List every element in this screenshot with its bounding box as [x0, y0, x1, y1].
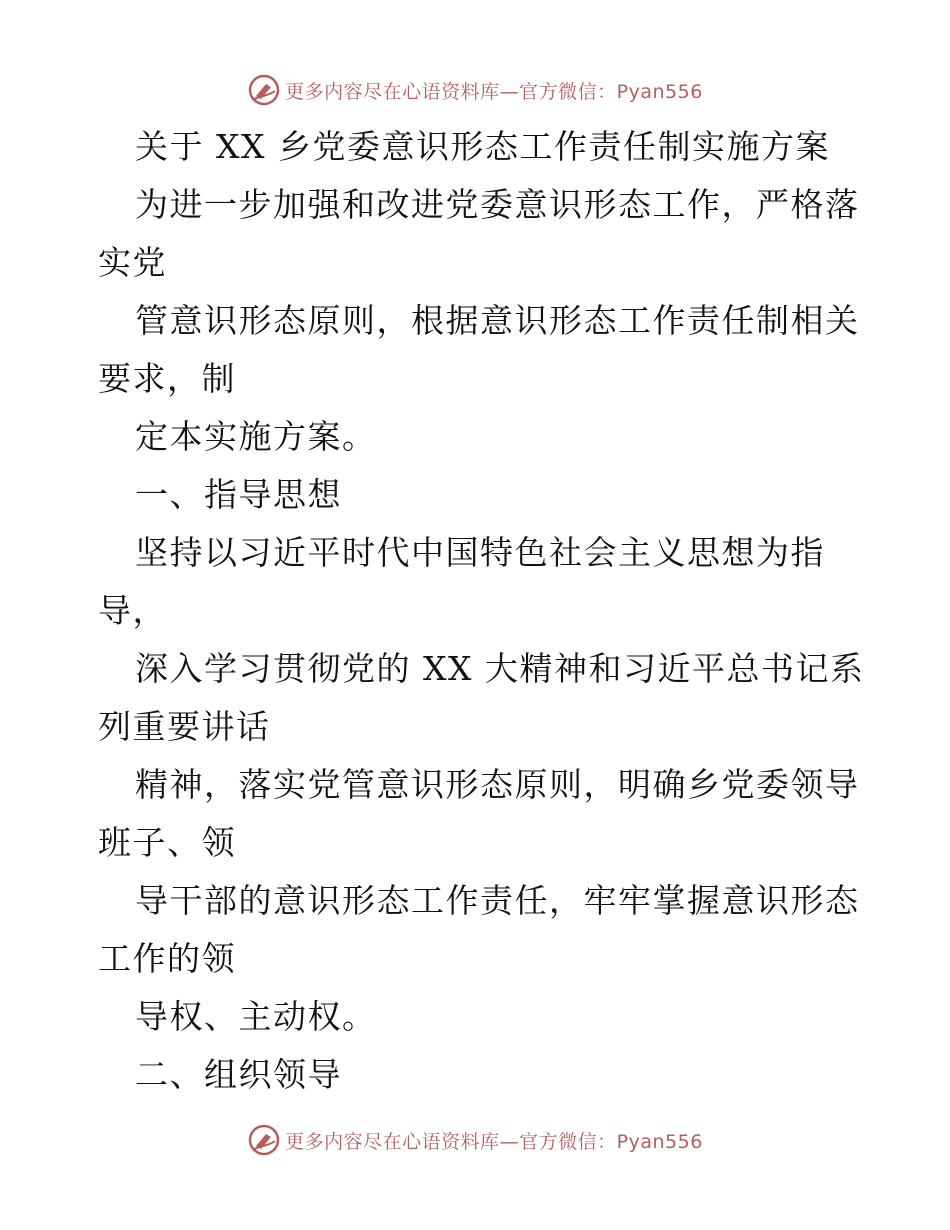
text-line: 一、指导思想 — [135, 475, 342, 514]
text-line: 导权、主动权。 — [135, 997, 377, 1036]
document-body — [98, 118, 865, 1104]
text-line: 工作的领 — [98, 939, 236, 978]
text-line: 导干部的意识形态工作责任，牢牢掌握意识形态 — [135, 881, 860, 920]
text-line: 班子、领 — [98, 823, 236, 862]
text-line: 二、组织领导 — [135, 1055, 342, 1094]
text-line: 定本实施方案。 — [135, 417, 377, 456]
text-line: 要求，制 — [98, 359, 236, 398]
text-line: 为进一步加强和改进党委意识形态工作，严格落 — [135, 185, 860, 224]
text-line: 实党 — [98, 243, 167, 282]
text-line: 深入学习贯彻党的 XX 大精神和习近平总书记系 — [135, 649, 865, 688]
text-line: 精神，落实党管意识形态原则，明确乡党委领导 — [135, 765, 860, 804]
text-line: 导， — [98, 591, 167, 630]
brand-logo-icon — [247, 73, 281, 107]
text-line: 关于 XX 乡党委意识形态工作责任制实施方案 — [135, 127, 830, 166]
text-line: 坚持以习近平时代中国特色社会主义思想为指 — [135, 533, 825, 572]
header-watermark — [0, 70, 950, 110]
text-line: 管意识形态原则，根据意识形态工作责任制相关 — [135, 301, 860, 340]
footer-watermark — [0, 1120, 950, 1160]
header-watermark-text: 更多内容尽在心语资料库—官方微信：Pyan556 — [285, 80, 703, 103]
text-line: 列重要讲话 — [98, 707, 271, 746]
brand-logo-icon — [247, 1123, 281, 1157]
footer-watermark-text: 更多内容尽在心语资料库—官方微信：Pyan556 — [285, 1130, 703, 1153]
